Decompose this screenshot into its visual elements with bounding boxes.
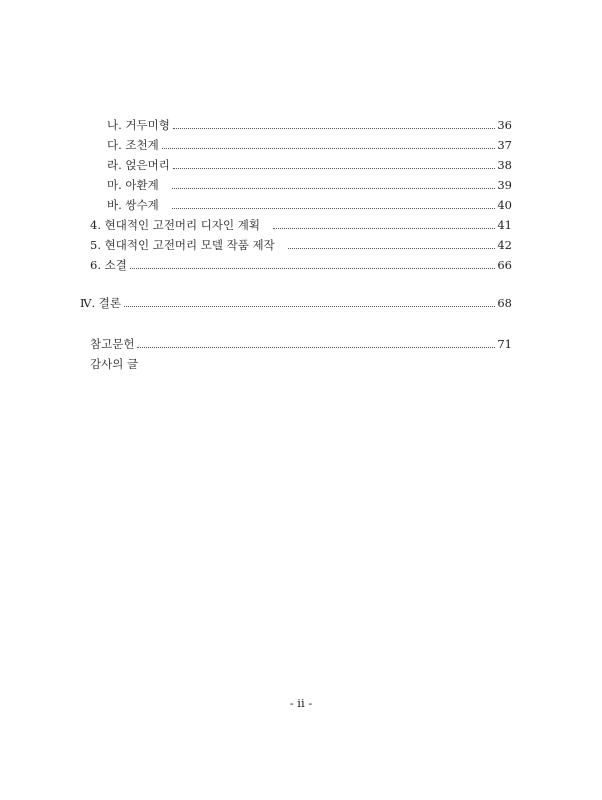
- toc-entry: [107, 176, 512, 194]
- toc-entry: [107, 196, 512, 214]
- toc-entry-page: 71: [497, 337, 512, 351]
- toc-entry-page: 66: [497, 258, 512, 272]
- toc-leader-dots: [137, 347, 495, 348]
- toc-entry-label: Ⅳ. 결론: [80, 296, 122, 310]
- toc-entry-label: 라. 얹은머리: [107, 158, 170, 172]
- toc-entry: [107, 116, 512, 134]
- toc-entry-page: 38: [497, 158, 512, 172]
- toc-entry-label: 참고문헌: [90, 337, 135, 351]
- toc-entry-page: 36: [497, 118, 512, 132]
- toc-entry-label: 4. 현대적인 고전머리 디자인 계획: [90, 218, 261, 232]
- toc-entry-label: 바. 쌍수계: [107, 198, 159, 212]
- toc-acknowledgement: 감사의 글: [90, 357, 139, 371]
- toc-entry-label: 나. 거두미형: [107, 118, 170, 132]
- toc-entry-label: 마. 아환계: [107, 178, 159, 192]
- toc-entry: [90, 236, 512, 254]
- toc-entry-label: 다. 조천계: [107, 138, 159, 152]
- toc-leader-dots: [162, 148, 496, 149]
- toc-leader-dots: [172, 188, 496, 189]
- toc-leader-dots: [130, 268, 496, 269]
- toc-leader-dots: [173, 168, 496, 169]
- toc-entry-page: 68: [497, 296, 512, 310]
- toc-entry-label: 5. 현대적인 고전머리 모델 작품 제작: [90, 238, 275, 252]
- toc-leader-dots: [288, 248, 496, 249]
- toc-entry: [90, 256, 512, 274]
- toc-entry: [90, 335, 512, 353]
- toc-leader-dots: [273, 228, 495, 229]
- toc-entry: [107, 136, 512, 154]
- toc-entry: [80, 294, 512, 312]
- toc-entry-page: 42: [497, 238, 512, 252]
- toc-entry-page: 39: [497, 178, 512, 192]
- toc-entry-page: 40: [497, 198, 512, 212]
- toc-entry-page: 41: [497, 218, 512, 232]
- toc-leader-dots: [173, 128, 496, 129]
- toc-entry: [90, 216, 512, 234]
- toc-entry-label: 6. 소결: [90, 258, 127, 272]
- page-number: - ii -: [289, 696, 313, 710]
- toc-entry: [107, 156, 512, 174]
- toc-leader-dots: [124, 306, 495, 307]
- toc-leader-dots: [172, 208, 496, 209]
- toc-entry-page: 37: [497, 138, 512, 152]
